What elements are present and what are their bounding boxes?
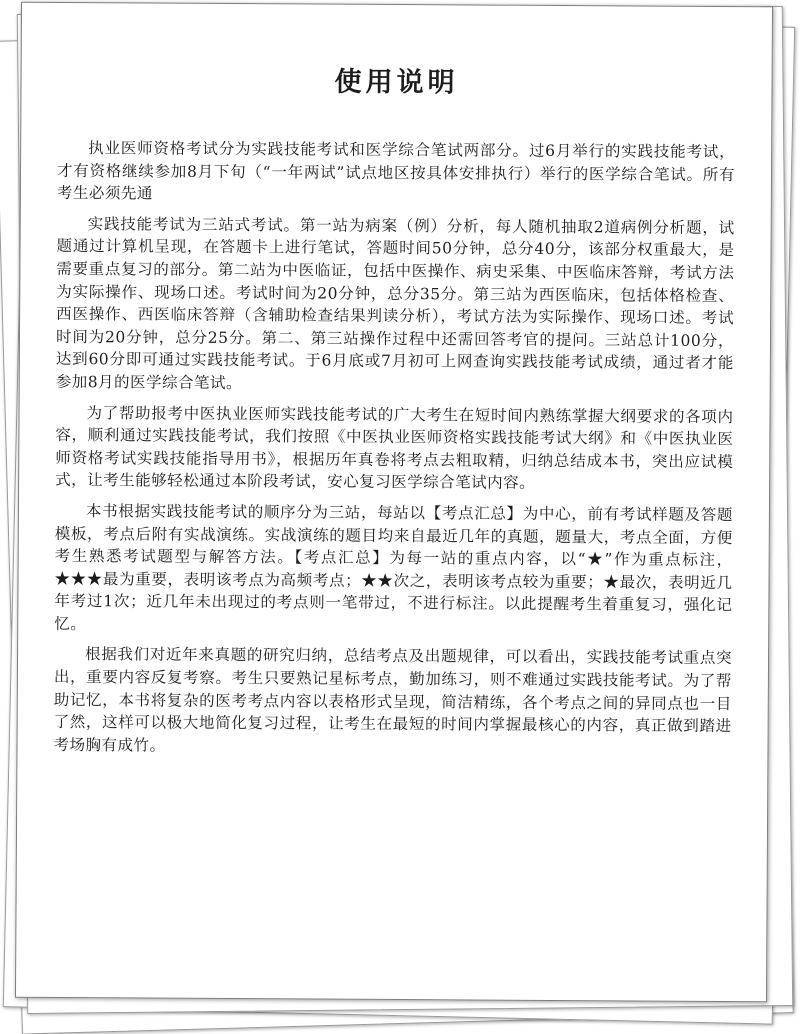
document-page [15, 2, 773, 1003]
intro-paragraph: 执业医师资格考试分为实践技能考试和医学综合笔试两部分。过6月举行的实践技能考试，才有资格继续参加8月下旬（“一年两试”试点地区按具体安排执行）举行的医学综合笔试。所有考生必须先通 [56, 139, 736, 203]
book-structure-paragraph: 本书根据实践技能考试的顺序分为三站，每站以【考点汇总】为中心，前有考试样题及答题模板，考点后附有实战演练。实战演练的题目均来自最近几年的真题，题量大，考点全面，方便考生熟悉考试题型与解答方法。【考点汇总】为每一站的重点内容，以“★”作为重点标注，★★★最为重要，表明该考点为高频考点；★★次之，表明该考点较为重要；★最次，表明近几年考过1次；近几年未出现过的考点则一笔带过，不进行标注。以此提醒考生着重复习，强化记忆。 [54, 502, 733, 633]
exam-stations-paragraph: 实践技能考试为三站式考试。第一站为病案（例）分析，每人随机抽取2道病例分析题，试题通过计算机呈现，在答题卡上进行笔试，答题时间50分钟，总分40分，该部分权重最大，是需要重点复习的部分。第二站为中医临证，包括中医操作、病史采集、中医临床答辩，考试方法为实际操作、现场口述。考试时间为20分钟，总分35分。第三站为西医临床，包括体格检查、西医操作、西医临床答辩（含辅助检查结果判读分析），考试方法为实际操作、现场口述。考试时间为20分钟，总分25分。第二、第三站操作过程中还需回答考官的提问。三站总计100分，达到60分即可通过实践技能考试。于6月底或7月初可上网查询实践技能考试成绩，通过者才能参加8月的医学综合笔试。 [55, 214, 735, 393]
page-title: 使用说明 [334, 66, 459, 99]
book-purpose-paragraph: 为了帮助报考中医执业医师实践技能考试的广大考生在短时间内熟练掌握大纲要求的各项内容，顺利通过实践技能考试，我们按照《中医执业医师资格实践技能考试大纲》和《中医执业医师资格考试实践技能指导用书》，根据历年真卷将考点去粗取精，归纳总结成本书，突出应试模式，让考生能够轻松通过本阶段考试，安心复习医学综合笔试内容。 [55, 403, 734, 493]
study-advice-paragraph: 根据我们对近年来真题的研究归纳，总结考点及出题规律，可以看出，实践技能考试重点突出，重要内容反复考察。考生只要熟记星标考点，勤加练习，则不难通过实践技能考试。为了帮助记忆，本书将复杂的医考考点内容以表格形式呈现，简洁精练，各个考点之间的异同点也一目了然，这样可以极大地简化复习过程，让考生在最短的时间内掌握最核心的内容，真正做到踏进考场胸有成竹。 [53, 645, 733, 755]
